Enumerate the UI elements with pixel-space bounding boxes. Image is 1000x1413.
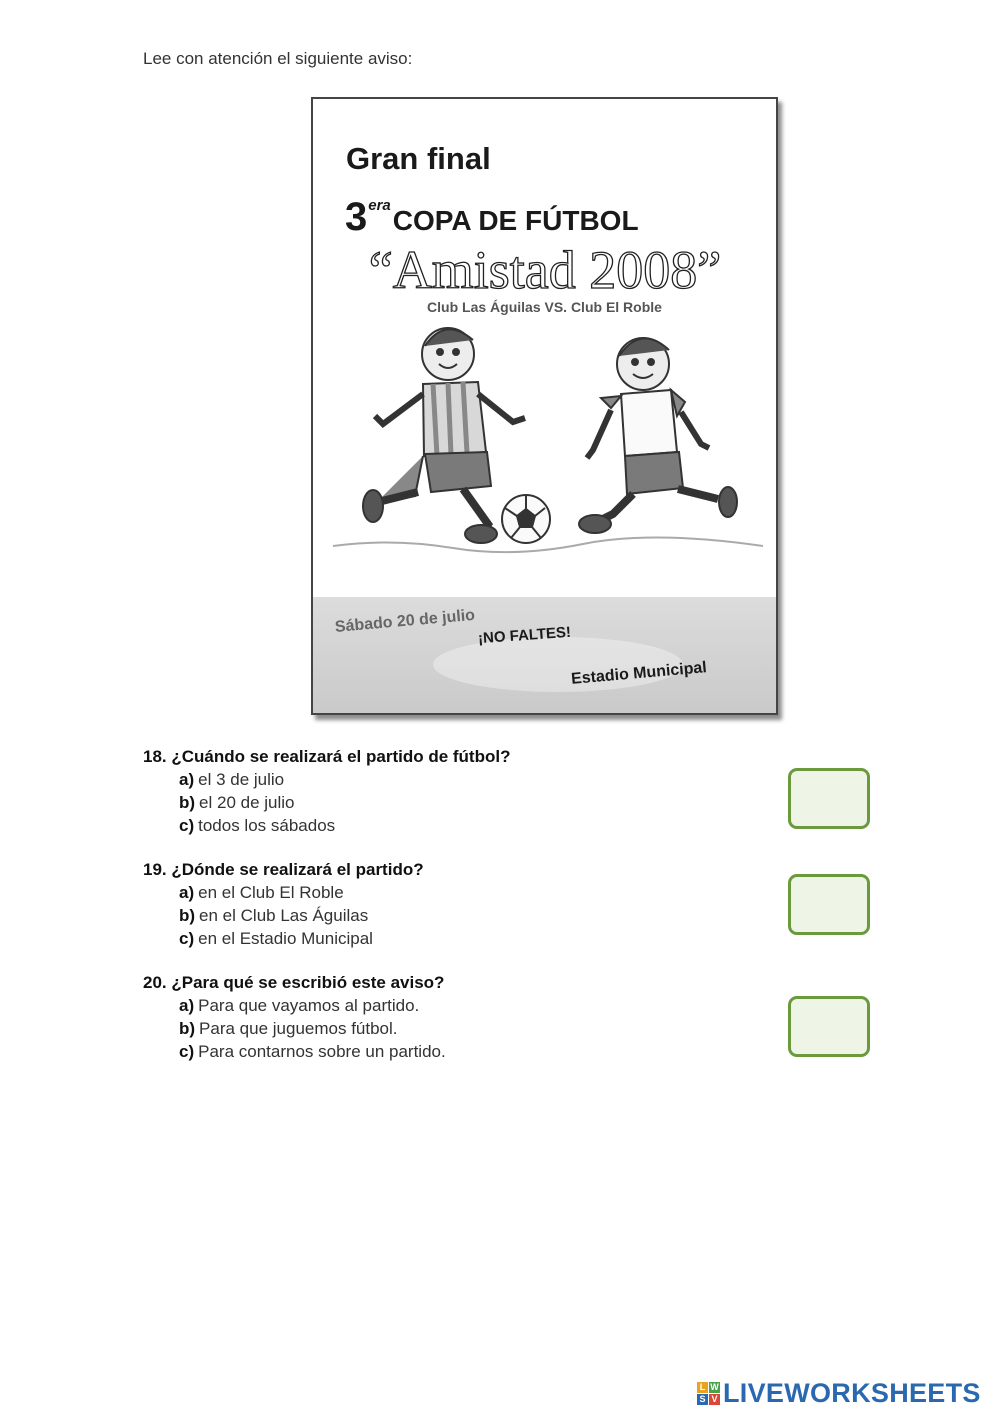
- grass-line: [333, 537, 763, 552]
- option-letter: b): [179, 1019, 196, 1038]
- poster-call-to-action: ¡NO FALTES!: [477, 623, 572, 648]
- logo-mark-cell: S: [697, 1394, 708, 1405]
- soccer-ball: [502, 495, 550, 543]
- player-right-figure: [579, 338, 737, 533]
- question-title: 19. ¿Dónde se realizará el partido?: [143, 860, 424, 879]
- answer-box-20[interactable]: [788, 996, 870, 1057]
- question-19: [143, 858, 783, 950]
- option-letter: b): [179, 793, 196, 812]
- poster-tournament-name: “Amistad 2008”: [368, 240, 722, 300]
- poster-date: Sábado 20 de julio: [334, 606, 476, 636]
- poster-edition-number: 3: [345, 195, 368, 239]
- option-text: en el Estadio Municipal: [198, 929, 373, 948]
- logo-text: LIVEWORKSHEETS: [723, 1377, 981, 1408]
- answer-box-19[interactable]: [788, 874, 870, 935]
- option-letter: b): [179, 906, 196, 925]
- option-a: [179, 881, 783, 904]
- option-text: el 20 de julio: [199, 793, 295, 812]
- option-letter: a): [179, 883, 195, 902]
- option-text: Para contarnos sobre un partido.: [198, 1042, 446, 1061]
- option-text: en el Club El Roble: [198, 883, 344, 902]
- option-b: [179, 791, 783, 814]
- option-a: [179, 768, 783, 791]
- option-letter: a): [179, 770, 195, 789]
- option-letter: c): [179, 929, 195, 948]
- option-text: Para que juguemos fútbol.: [199, 1019, 398, 1038]
- option-a: [179, 994, 783, 1017]
- logo-mark-cell: V: [709, 1394, 720, 1405]
- option-c: [179, 814, 783, 837]
- question-18: [143, 745, 783, 837]
- intro-instruction: Lee con atención el siguiente aviso:: [143, 49, 413, 68]
- liveworksheets-logo[interactable]: [697, 1377, 981, 1409]
- option-letter: a): [179, 996, 195, 1015]
- option-text: Para que vayamos al partido.: [198, 996, 420, 1015]
- question-title: 20. ¿Para qué se escribió este aviso?: [143, 973, 445, 992]
- question-20: [143, 971, 783, 1063]
- option-letter: c): [179, 816, 195, 835]
- option-text: en el Club Las Águilas: [199, 906, 369, 925]
- poster-title: Gran final: [346, 141, 491, 176]
- question-title: 18. ¿Cuándo se realizará el partido de fútbol?: [143, 747, 511, 766]
- option-c: [179, 1040, 783, 1063]
- option-text: el 3 de julio: [198, 770, 285, 789]
- poster-cup-line: [345, 195, 639, 240]
- option-text: todos los sábados: [198, 816, 336, 835]
- logo-mark-cell: L: [697, 1382, 708, 1393]
- option-c: [179, 927, 783, 950]
- poster-cup-name: COPA DE FÚTBOL: [392, 205, 639, 236]
- poster-venue: Estadio Municipal: [570, 659, 708, 688]
- poster-edition-suffix: era: [368, 197, 391, 214]
- poster-clubs: Club Las Águilas VS. Club El Roble: [427, 299, 662, 315]
- poster-image: [311, 97, 778, 715]
- logo-mark-icon: [697, 1382, 720, 1405]
- logo-mark-cell: W: [710, 1381, 719, 1392]
- answer-box-18[interactable]: [788, 768, 870, 829]
- player-left-figure: [363, 328, 525, 543]
- soccer-players-illustration: [333, 324, 763, 554]
- option-letter: c): [179, 1042, 195, 1061]
- option-b: [179, 1017, 783, 1040]
- option-b: [179, 904, 783, 927]
